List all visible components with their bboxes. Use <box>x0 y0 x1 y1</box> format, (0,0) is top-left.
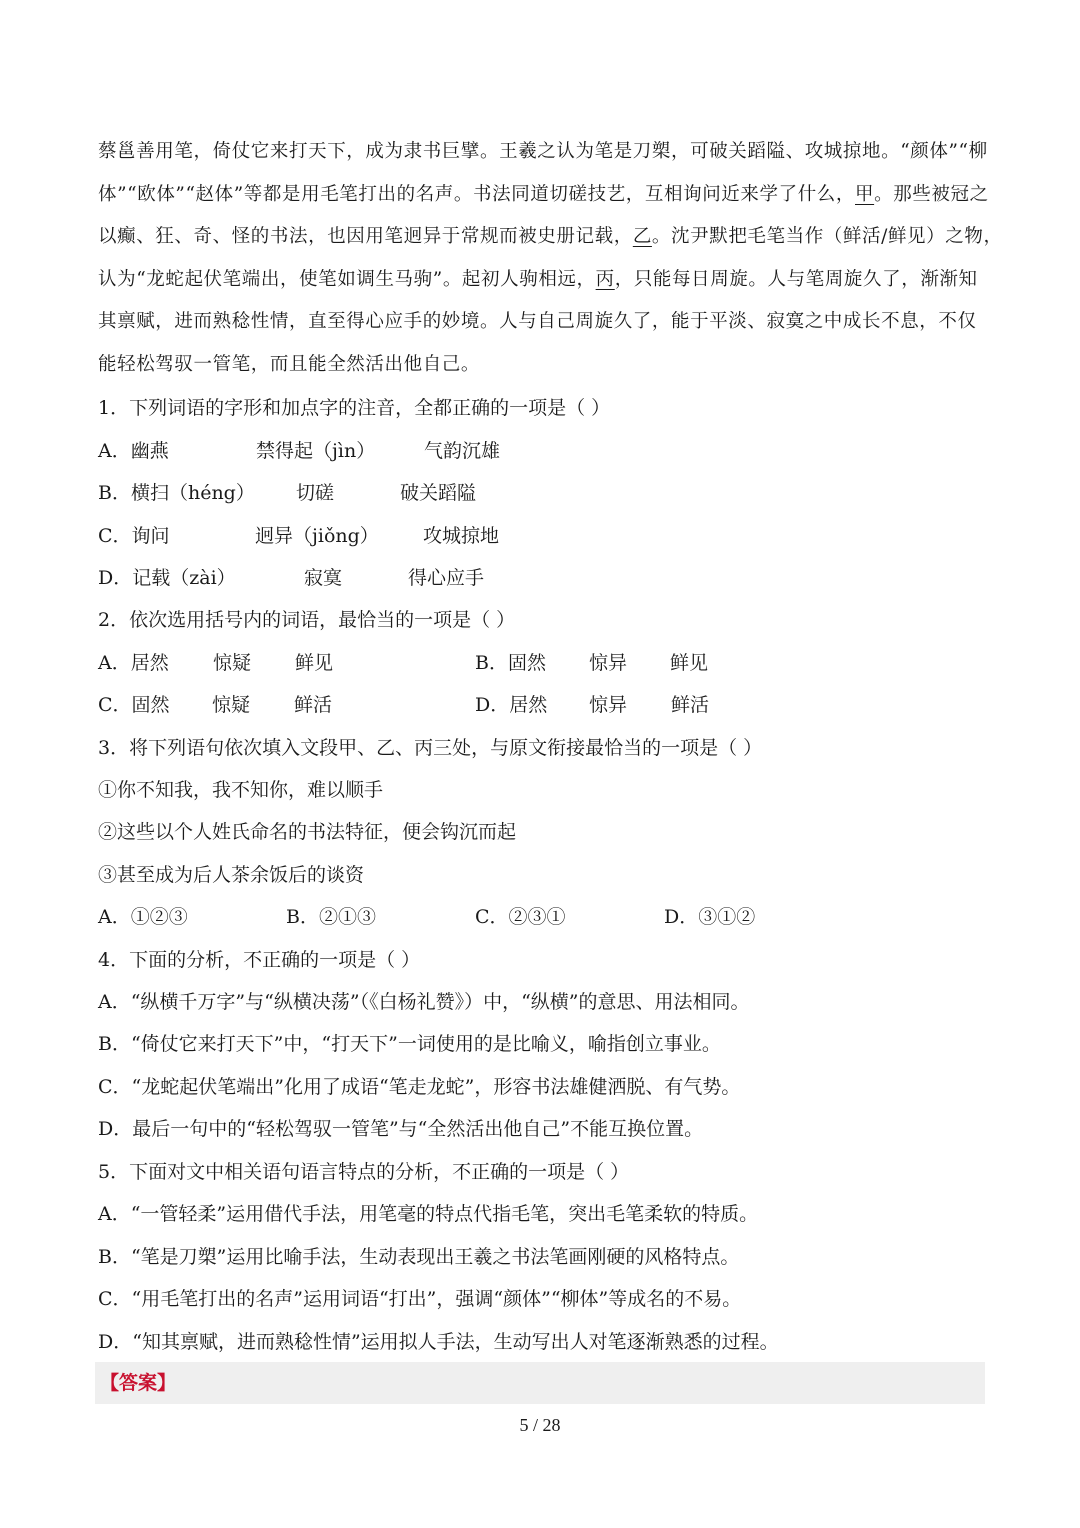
q1-c-3: 攻城掠地 <box>423 525 500 547</box>
q2-c-2: 惊疑 <box>212 694 251 716</box>
passage-text: ，只能每日周旋。人与笔周旋久了，渐渐知 <box>614 269 978 290</box>
blank-bing: 丙 <box>595 269 615 290</box>
q5-option-a: A．“一管轻柔”运用借代手法，用笔毫的特点代指毛笔，突出毛笔柔软的特质。 <box>98 1203 759 1225</box>
blank-yi: 乙 <box>632 226 652 247</box>
blank-jia: 甲 <box>855 184 875 205</box>
passage-text: 认为“龙蛇起伏笔端出，使笔如调生马驹”。起初人驹相远， <box>98 269 596 290</box>
q4-option-b: B．“倚仗它来打天下”中，“打天下”一词使用的是比喻义，喻指创立事业。 <box>98 1033 721 1055</box>
q5-option-c: C．“用毛笔打出的名声”运用词语“打出”，强调“颜体”“柳体”等成名的不易。 <box>98 1288 742 1310</box>
q2-d-1: D．居然 <box>475 694 548 716</box>
q1-d-1: D．记载（zài） <box>98 567 236 589</box>
q4-option-d: D．最后一句中的“轻松驾驭一管笔”与“全然活出他自己”不能互换位置。 <box>98 1118 704 1140</box>
q1-a-2: 禁得起（jìn） <box>256 440 376 462</box>
passage-line-3 <box>98 224 1003 250</box>
q2-b-3: 鲜见 <box>670 652 709 674</box>
q5-option-d: D．“知其禀赋，进而熟稔性情”运用拟人手法，生动写出人对笔逐渐熟悉的过程。 <box>98 1331 779 1353</box>
q1-stem: 1．下列词语的字形和加点字的注音，全都正确的一项是（ ） <box>98 397 611 419</box>
q3-a: A．①②③ <box>98 906 188 928</box>
q5-stem: 5．下面对文中相关语句语言特点的分析，不正确的一项是（ ） <box>98 1161 630 1183</box>
q2-stem: 2．依次选用括号内的词语，最恰当的一项是（ ） <box>98 609 516 631</box>
q1-a-3: 气韵沉雄 <box>424 440 501 462</box>
passage-text: 。那些被冠之 <box>874 184 989 205</box>
q1-d-2: 寂寞 <box>304 567 343 589</box>
q3-sentence-3: ③甚至成为后人茶余饭后的谈资 <box>98 864 365 886</box>
q2-a-2: 惊疑 <box>213 652 252 674</box>
q2-b-2: 惊异 <box>589 652 628 674</box>
q1-c-2: 迥异（jiǒng） <box>255 525 379 547</box>
q1-b-3: 破关蹈隘 <box>400 482 477 504</box>
q1-c-1: C．询问 <box>98 525 170 547</box>
q2-d-3: 鲜活 <box>671 694 710 716</box>
q3-b: B．②①③ <box>286 906 376 928</box>
q3-sentence-1: ①你不知我，我不知你，难以顺手 <box>98 779 384 801</box>
q4-option-c: C．“龙蛇起伏笔端出”化用了成语“笔走龙蛇”，形容书法雄健洒脱、有气势。 <box>98 1076 741 1098</box>
q2-b-1: B．固然 <box>475 652 546 674</box>
q1-b-1: B．横扫（héng） <box>98 482 255 504</box>
q3-stem: 3．将下列语句依次填入文段甲、乙、丙三处，与原文衔接最恰当的一项是（ ） <box>98 737 763 759</box>
q3-sentence-2: ②这些以个人姓氏命名的书法特征，便会钩沉而起 <box>98 821 517 843</box>
passage-line-6: 能轻松驾驭一管笔，而且能全然活出他自己。 <box>98 354 481 375</box>
page-number: 5 / 28 <box>519 1415 561 1435</box>
q4-stem: 4．下面的分析，不正确的一项是（ ） <box>98 949 421 971</box>
q3-c: C．②③① <box>475 906 566 928</box>
q2-a-1: A．居然 <box>98 652 169 674</box>
passage-line-1: 蔡邕善用笔，倚仗它来打天下，成为隶书巨擘。王羲之认为笔是刀槊，可破关蹈隘、攻城掠地。“颜体”“柳 <box>98 141 988 162</box>
q1-a-1: A．幽燕 <box>98 440 169 462</box>
passage-text: 体”“欧体”“赵体”等都是用毛笔打出的名声。书法同道切磋技艺，互相询问近来学了什么， <box>98 184 855 205</box>
q3-d: D．③①② <box>664 906 756 928</box>
q2-a-3: 鲜见 <box>295 652 334 674</box>
q1-b-2: 切磋 <box>296 482 335 504</box>
q4-option-a: A．“纵横千万字”与“纵横决荡”（《白杨礼赞》）中，“纵横”的意思、用法相同。 <box>98 991 750 1013</box>
passage-line-5: 其禀赋，进而熟稔性情，直至得心应手的妙境。人与自己周旋久了，能于平淡、寂寞之中成长不息，不仅 <box>98 311 977 332</box>
q2-c-3: 鲜活 <box>294 694 333 716</box>
answer-section-bar <box>95 1362 985 1404</box>
q2-c-1: C．固然 <box>98 694 170 716</box>
q2-d-2: 惊异 <box>589 694 628 716</box>
passage-line-4 <box>98 267 978 293</box>
passage-text: 以癫、狂、奇、怪的书法，也因用笔迥异于常规而被史册记载， <box>98 226 633 247</box>
passage-line-2 <box>98 182 989 208</box>
passage-text: 。沈尹默把毛笔当作（鲜活/鲜见）之物， <box>651 226 1003 247</box>
q5-option-b: B．“笔是刀槊”运用比喻手法，生动表现出王羲之书法笔画刚硬的风格特点。 <box>98 1246 740 1268</box>
answer-label: 【答案】 <box>100 1372 177 1394</box>
q1-d-3: 得心应手 <box>408 567 485 589</box>
